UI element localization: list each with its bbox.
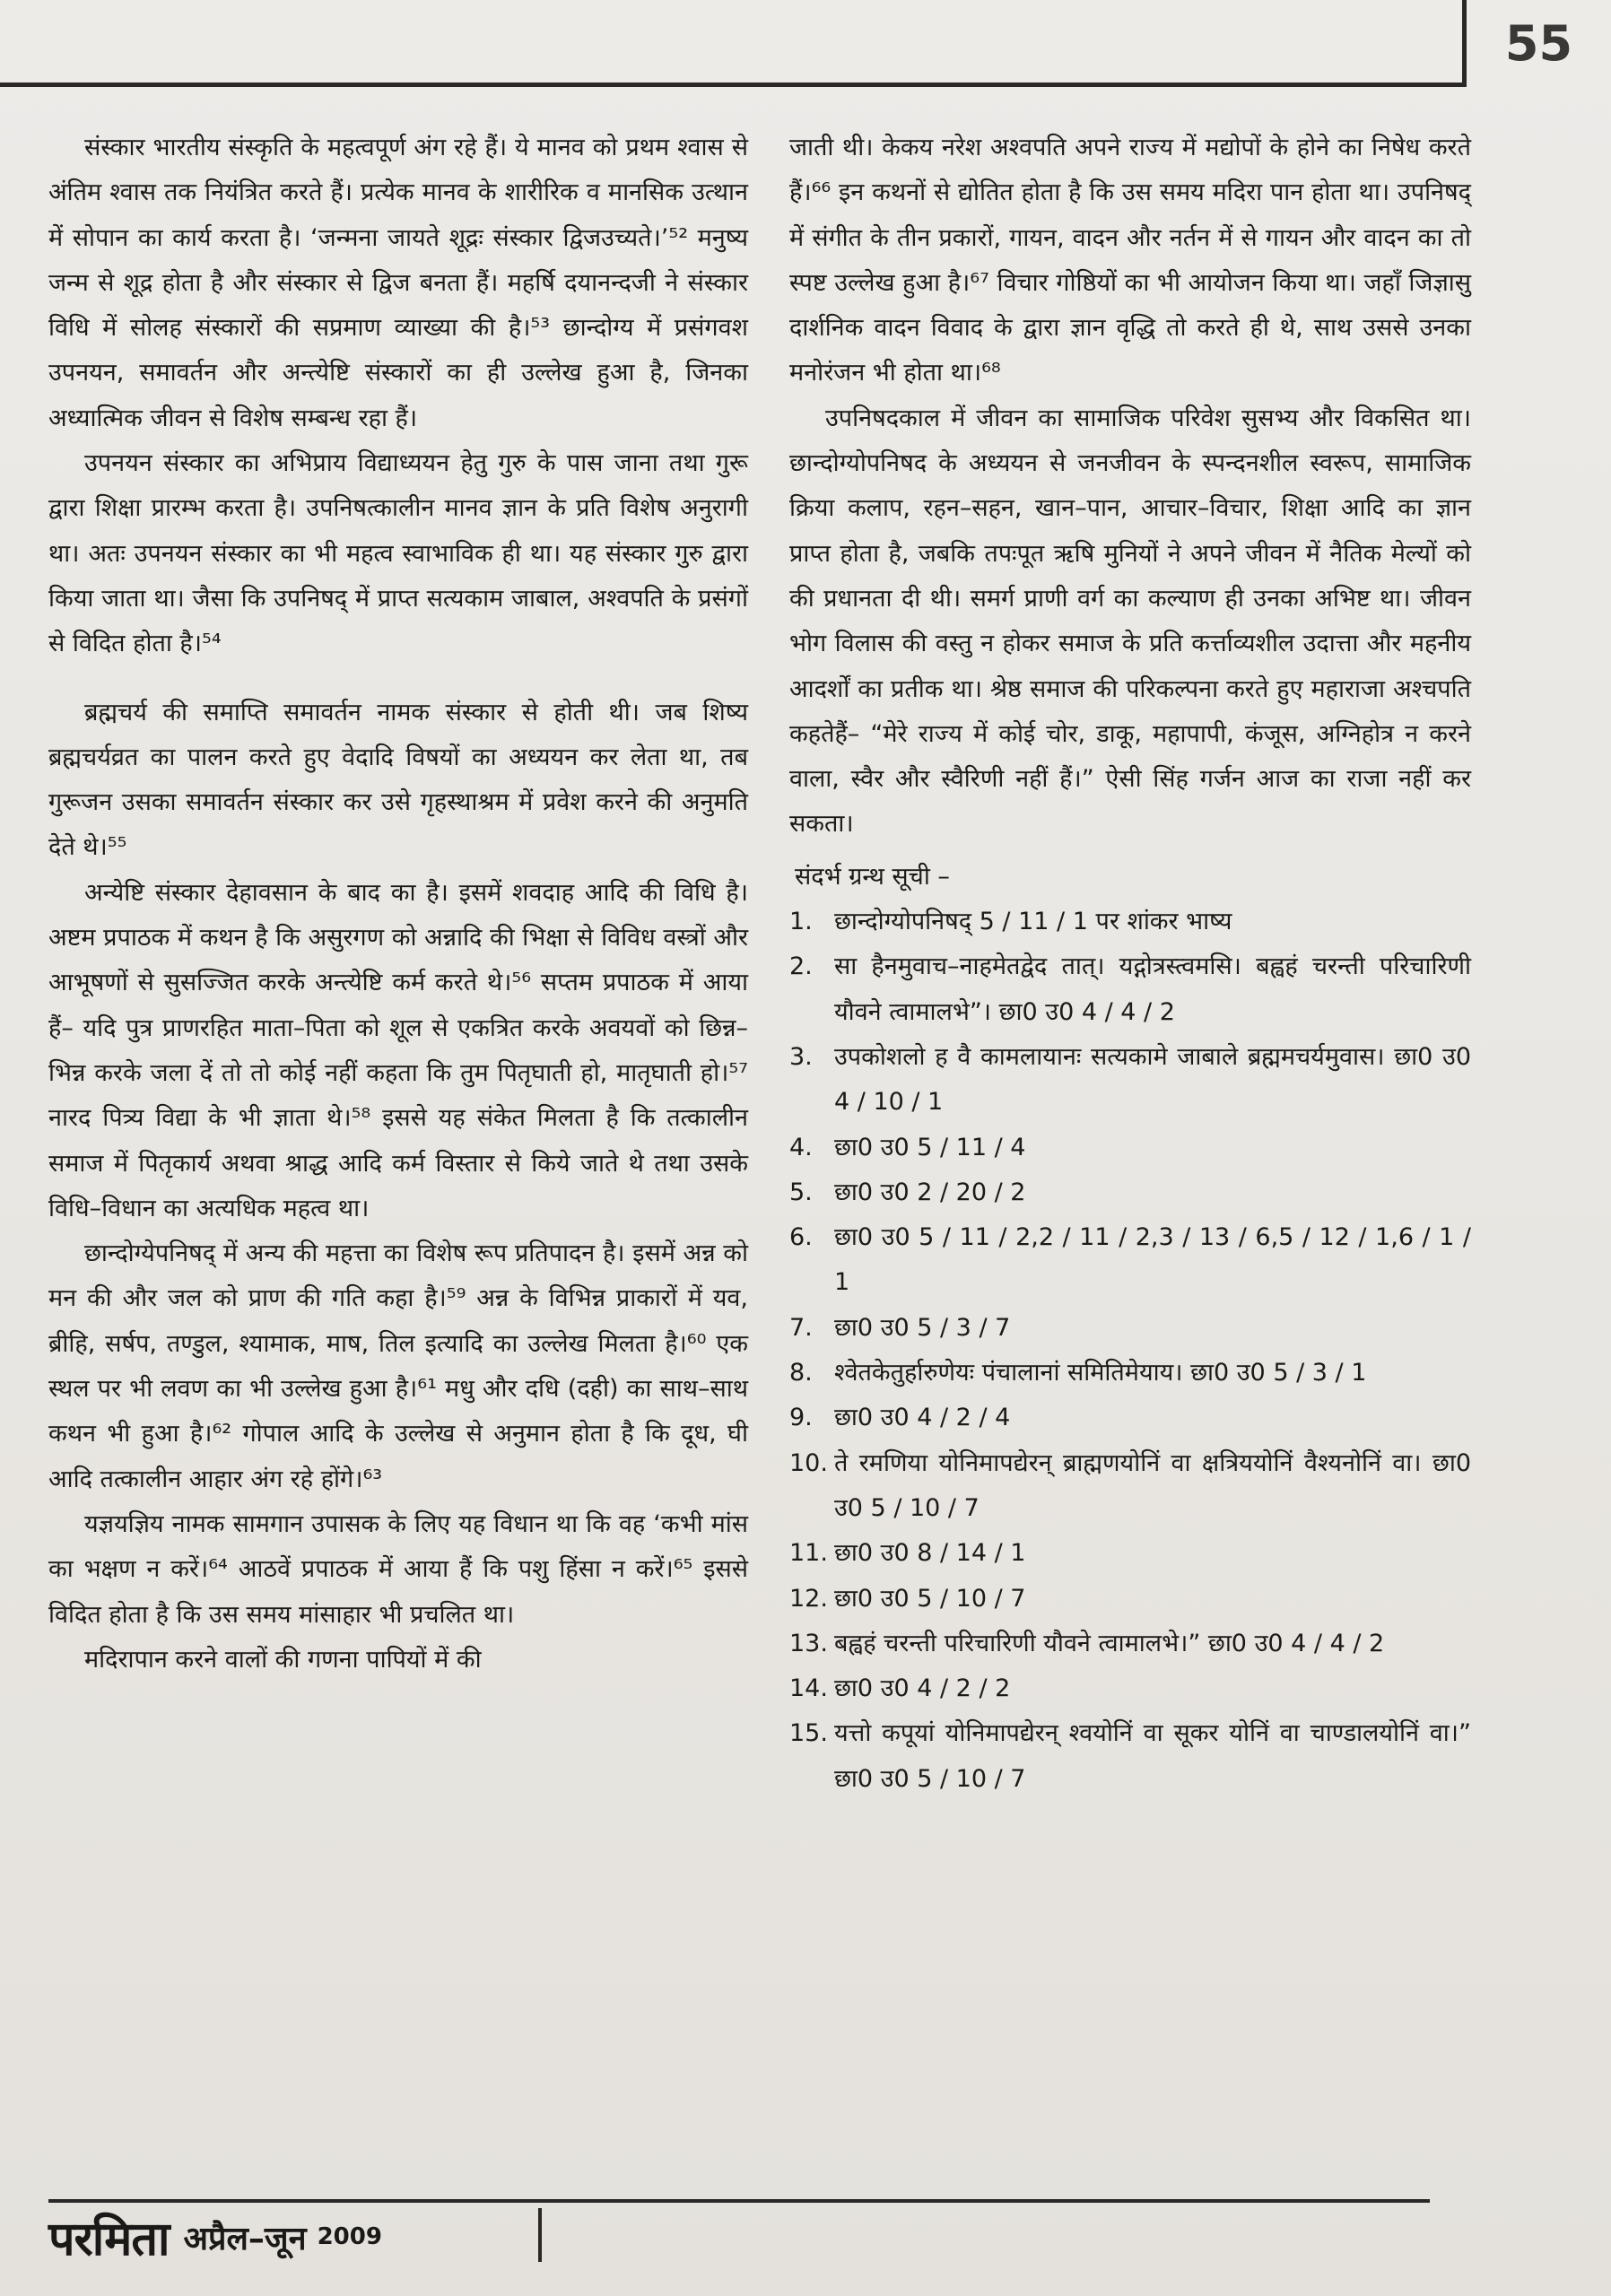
reference-number: 3. — [789, 1042, 813, 1071]
reference-number: 7. — [789, 1313, 813, 1342]
reference-item — [789, 1441, 1471, 1532]
paragraph-sanskar-intro: संस्कार भारतीय संस्कृति के महत्वपूर्ण अंग रहे हैं। ये मानव को प्रथम श्वास से अंतिम श्वास तक नियंत्रित करते हैं। प्रत्येक मानव के शारीरिक व मानसिक उत्थान में सोपान का कार्य करता है। ‘जन्मना जायते शूद्रः संस्कार द्विजउच्यते।’⁵² मनुष्य जन्म से शूद्र होता है और संस्कार से द्विज बनता हैं। महर्षि दयानन्दजी ने संस्कार विधि में सोलह संस्कारों की सप्रमाण व्याख्या की है।⁵³ छान्दोग्य में प्रसंगवश उपनयन, समावर्तन और अन्त्येष्टि संस्कारों का ही उल्लेख हुआ है, जिनका अध्यात्मिक जीवन से विशेष सम्बन्ध रहा हैं। — [48, 134, 748, 432]
references-list — [789, 900, 1471, 1802]
reference-item — [789, 900, 1471, 944]
reference-number: 9. — [789, 1404, 813, 1432]
paragraph-upanayan: उपनयन संस्कार का अभिप्राय विद्याध्ययन हेतु गुरु के पास जाना तथा गुरू द्वारा शिक्षा प्रारम्भ करता है। उपनिषत्कालीन मानव ज्ञान के प्रति विशेष अनुरागी था। अतः उपनयन संस्कार का भी महत्व स्वाभाविक ही था। यह संस्कार गुरु द्वारा किया जाता था। जैसा कि उपनिषद् में प्राप्त सत्यकाम जाबाल, अश्वपति के प्रसंगों से विदित होता है।⁵⁴ — [48, 449, 748, 658]
reference-item — [789, 1351, 1471, 1396]
reference-text: छा0 उ0 8 / 14 / 1 — [834, 1539, 1026, 1568]
reference-number: 4. — [789, 1133, 813, 1161]
reference-number: 5. — [789, 1178, 813, 1206]
reference-number: 8. — [789, 1359, 813, 1387]
reference-text: श्वेतकेतुर्हारुणेयः पंचालानां समितिमेयाय। छा0 उ0 5 / 3 / 1 — [834, 1359, 1367, 1387]
right-column — [789, 126, 1471, 1802]
reference-text: ते रमणिया योनिमापद्येरन् ब्राह्मणयोनिं वा क्षत्रिययोनिं वैश्यनोनिं वा। छा0 उ0 5 / 10 / 7 — [834, 1448, 1471, 1522]
footer-rule — [48, 2199, 1430, 2203]
reference-text: छा0 उ0 5 / 3 / 7 — [834, 1313, 1011, 1342]
page-number-box — [1462, 0, 1611, 87]
reference-text: छा0 उ0 2 / 20 / 2 — [834, 1178, 1026, 1206]
paragraph-samajik-parivesh: उपनिषदकाल में जीवन का सामाजिक परिवेश सुसभ्य और विकसित था। छान्दोग्योपनिषद के अध्ययन से जनजीवन के स्पन्दनशील स्वरूप, सामाजिक क्रिया कलाप, रहन–सहन, खान–पान, आचार–विचार, शिक्षा आदि का ज्ञान प्राप्त होता है, जबकि तपःपूत ऋषि मुनियों ने अपने जीवन में नैतिक मेल्यों को की प्रधानता दी थी। समर्ग प्राणी वर्ग का कल्याण ही उनका अभिष्ट था। जीवन भोग विलास की वस्तु न होकर समाज के प्रति कर्त्ताव्यशील उदात्ता और महनीय आदर्शों का प्रतीक था। श्रेष्ठ समाज की परिकल्पना करते हुए महाराजा अश्चपति कहतेहैं– “मेरे राज्य में कोई चोर, डाकू, महापापी, कंजूस, अग्निहोत्र न करने वाला, स्वैर और स्वैरिणी नहीं हैं।” ऐसी सिंह गर्जन आज का राजा नहीं कर सकता। — [789, 404, 1471, 839]
paragraph-continuation: जाती थी। केकय नरेश अश्वपति अपने राज्य में मद्योपों के होने का निषेध करते हैं।⁶⁶ इन कथनों से द्योतित होता है कि उस समय मदिरा पान होता था। उपनिषद् में संगीत के तीन प्रकारों, गायन, वादन और नर्तन में से गायन और वादन का तो स्पष्ट उल्लेख हुआ है।⁶⁷ विचार गोष्ठियों का भी आयोजन किया था। जहाँ जिज्ञासु दार्शनिक वादन विवाद के द्वारा ज्ञान वृद्धि तो करते ही थे, साथ उससे उनका मनोरंजन भी होता था।⁶⁸ — [789, 134, 1471, 387]
paragraph-mamsahar: यज्ञयज्ञिय नामक सामगान उपासक के लिए यह विधान था कि वह ‘कभी मांस का भक्षण न करें।⁶⁴ आठवें प्रपाठक में आया हैं कि पशु हिंसा न करें।⁶⁵ इससे विदित होता है कि उस समय मांसाहार भी प्रचलित था। — [48, 1509, 748, 1629]
header-rule — [0, 83, 1462, 87]
reference-item — [789, 944, 1471, 1035]
reference-item — [789, 1622, 1471, 1666]
reference-item — [789, 1035, 1471, 1126]
reference-item — [789, 1126, 1471, 1170]
reference-item — [789, 1215, 1471, 1306]
reference-text: छा0 उ0 5 / 11 / 2,2 / 11 / 2,3 / 13 / 6,5 / 12 / 1,6 / 1 / 1 — [834, 1223, 1471, 1297]
reference-number: 13. — [789, 1629, 828, 1657]
references-heading: संदर्भ ग्रन्थ सूची – — [795, 862, 950, 891]
reference-number: 1. — [789, 908, 813, 936]
reference-item — [789, 1577, 1471, 1622]
reference-text: उपकोशलो ह वै कामलायानः सत्यकामे जाबाले ब्रह्ममचर्यमुवास। छा0 उ0 4 / 10 / 1 — [834, 1042, 1471, 1117]
reference-text: छा0 उ0 4 / 2 / 4 — [834, 1404, 1011, 1432]
issue-months: अप्रैल–जून — [183, 2220, 307, 2257]
reference-item — [789, 1666, 1471, 1711]
reference-number: 15. — [789, 1719, 828, 1748]
paragraph-anna: छान्दोग्येपनिषद् में अन्य की महत्ता का विशेष रूप प्रतिपादन है। इसमें अन्न को मन की और जल को प्राण की गति कहा है।⁵⁹ अन्न के विभिन्न प्राकारों में यव, ब्रीहि, सर्षप, तण्डुल, श्यामाक, माष, तिल इत्यादि का उल्लेख मिलता है।⁶⁰ एक स्थल पर भी लवण का भी उल्लेख हुआ है।⁶¹ मधु और दधि (दही) का साथ–साथ कथन भी हुआ है।⁶² गोपाल आदि के उल्लेख से अनुमान होता है कि दूध, घी आदि तत्कालीन आहार अंग रहे होंगे।⁶³ — [48, 1239, 748, 1493]
footer — [48, 2210, 382, 2264]
reference-number: 14. — [789, 1674, 828, 1703]
reference-number: 12. — [789, 1584, 828, 1613]
reference-number: 2. — [789, 952, 813, 981]
reference-text: यत्तो कपूयां योनिमापद्येरन् श्वयोनिं वा सूकर योनिं वा चाण्डालयोनिं वा।” छा0 उ0 5 / 10 / 7 — [834, 1719, 1471, 1793]
paragraph-antyeshti: अन्येष्टि संस्कार देहावसान के बाद का है। इसमें शवदाह आदि की विधि है। अष्टम प्रपाठक में कथन है कि असुरगण को अन्नादि की भिक्षा से विविध वस्त्रों और आभूषणों से सुसज्जित करके अन्त्येष्टि कर्म करते थे।⁵⁶ सप्तम प्रपाठक में आया हैं– यदि पुत्र प्राणरहित माता–पिता को शूल से एकत्रित करके अवयवों को छिन्न–भिन्न करके जला दें तो तो कोई नहीं कहता कि तुम पितृघाती हो, मातृघाती हो।⁵⁷ नारद पित्र्य विद्या के भी ज्ञाता थे।⁵⁸ इससे यह संकेत मिलता है कि तत्कालीन समाज में पितृकार्य अथवा श्राद्ध आदि कर्म विस्तार से किये जाते थे तथा उसके विधि–विधान का अत्यधिक महत्व था। — [48, 878, 748, 1222]
reference-number: 6. — [789, 1223, 813, 1252]
issue-year: 2009 — [317, 2223, 382, 2250]
reference-item — [789, 1531, 1471, 1576]
footer-divider — [538, 2208, 542, 2262]
reference-text: बह्वहं चरन्ती परिचारिणी यौवने त्वामालभे।” छा0 उ0 4 / 4 / 2 — [834, 1629, 1385, 1657]
reference-text: छान्दोग्योपनिषद् 5 / 11 / 1 पर शांकर भाष्य — [834, 908, 1232, 936]
magazine-title: परमिता — [48, 2212, 170, 2266]
reference-text: सा हैनमुवाच–नाहमेतद्वेद तात्। यद्गोत्रस्त्वमसि। बह्वहं चरन्ती परिचारिणी यौवने त्वामालभे”। छा0 उ0 4 / 4 / 2 — [834, 952, 1471, 1026]
reference-text: छा0 उ0 5 / 11 / 4 — [834, 1133, 1026, 1161]
paragraph-madirapan: मदिरापान करने वालों की गणना पापियों में की — [84, 1645, 482, 1674]
left-column — [48, 126, 748, 1683]
paragraph-samavartan: ब्रह्मचर्य की समाप्ति समावर्तन नामक संस्कार से होती थी। जब शिष्य ब्रह्मचर्यव्रत का पालन करते हुए वेदादि विषयों का अध्ययन कर लेता था, तब गुरूजन उसका समावर्तन संस्कार कर उसे गृहस्थाश्रम में प्रवेश करने की अनुमति देते थे।⁵⁵ — [48, 698, 748, 862]
page-number: 55 — [1504, 15, 1573, 72]
reference-item — [789, 1396, 1471, 1440]
reference-number: 10. — [789, 1448, 828, 1477]
reference-text: छा0 उ0 5 / 10 / 7 — [834, 1584, 1026, 1613]
reference-item — [789, 1170, 1471, 1215]
reference-number: 11. — [789, 1539, 828, 1568]
reference-item — [789, 1711, 1471, 1802]
reference-item — [789, 1306, 1471, 1351]
reference-text: छा0 उ0 4 / 2 / 2 — [834, 1674, 1011, 1703]
